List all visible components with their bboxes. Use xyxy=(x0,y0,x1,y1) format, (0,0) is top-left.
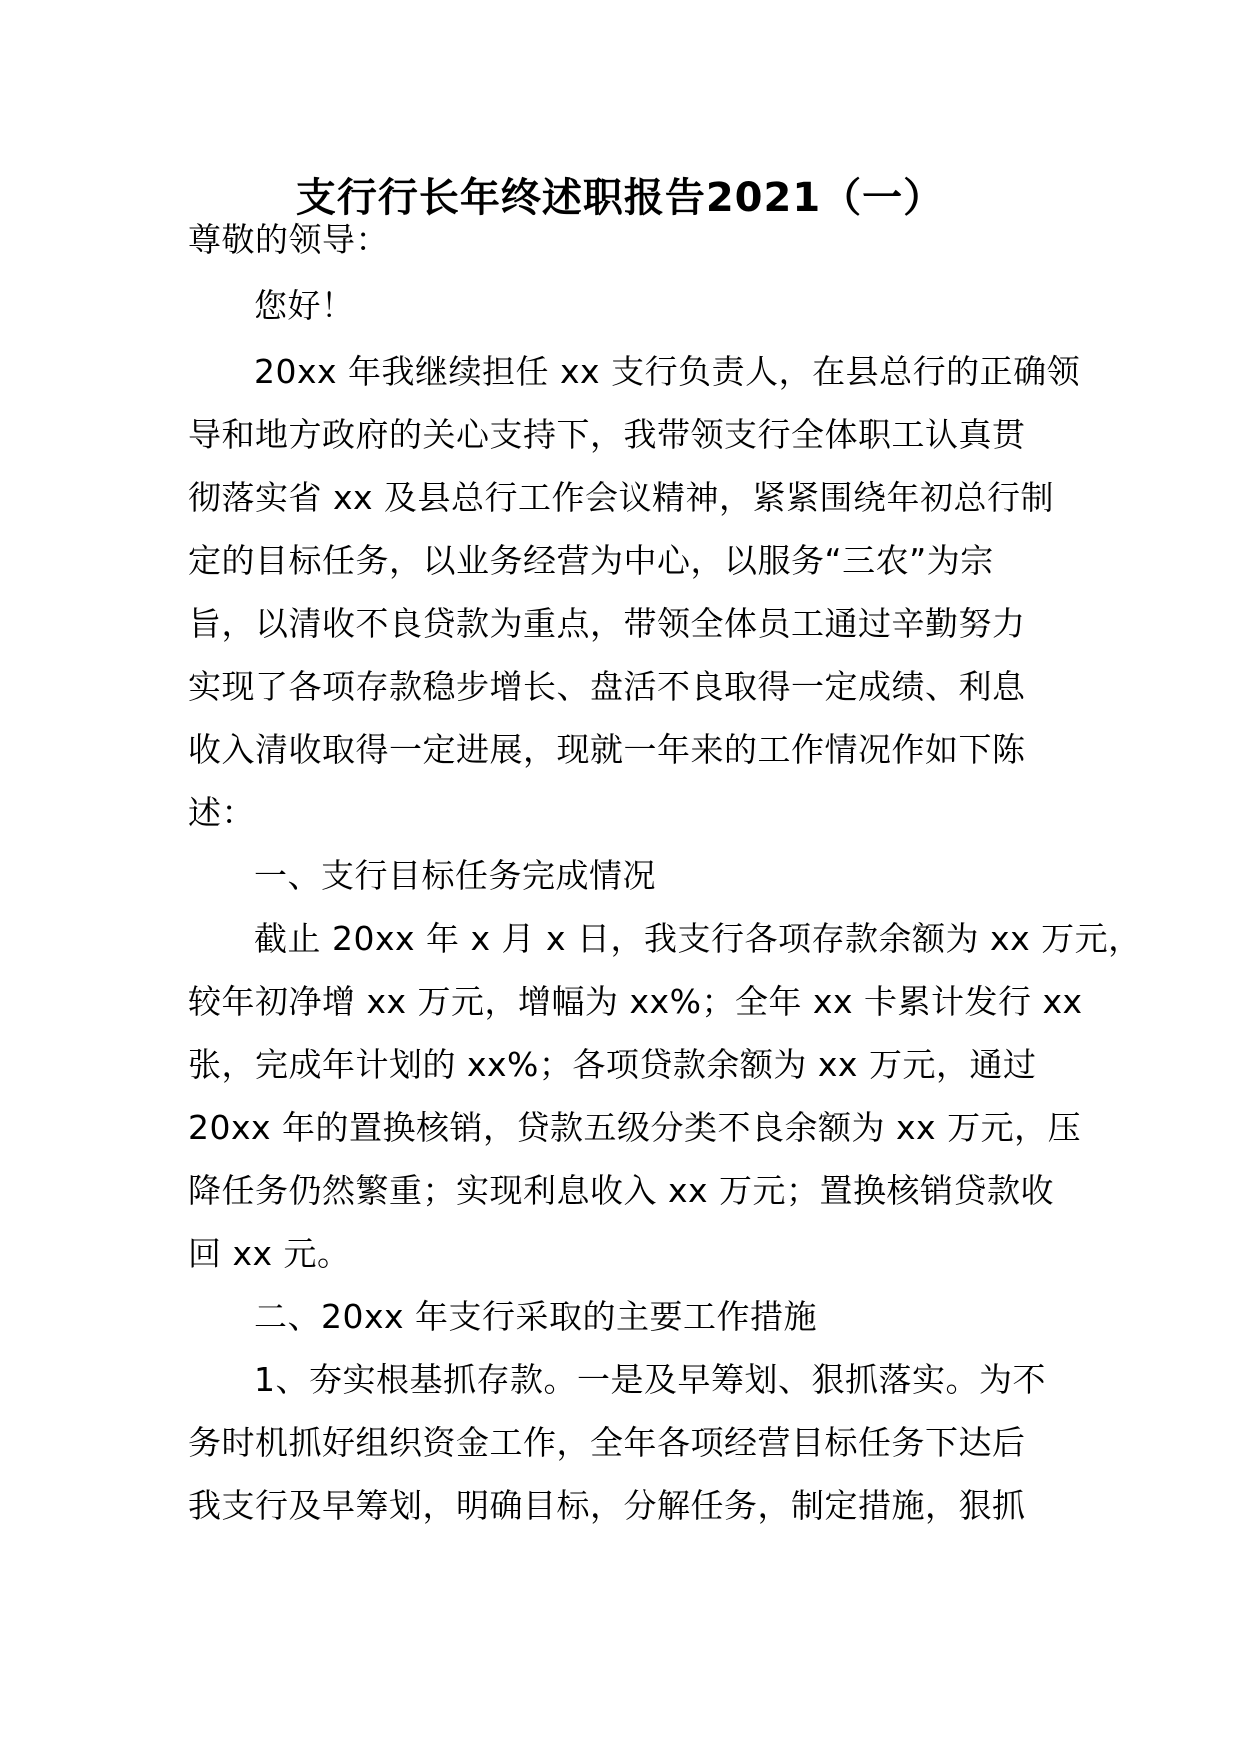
body-line: 较年初净增 xx 万元，增幅为 xx%；全年 xx 卡累计发行 xx xyxy=(188,982,1083,1021)
section-heading: 一、支行目标任务完成情况 xyxy=(254,856,656,895)
body-line: 实现了各项存款稳步增长、盘活不良取得一定成绩、利息 xyxy=(188,667,1026,706)
document-title: 支行行长年终述职报告2021（一） xyxy=(295,175,945,221)
body-line: 1、夯实根基抓存款。一是及早筹划、狠抓落实。为不 xyxy=(254,1360,1046,1399)
body-line: 降任务仍然繁重；实现利息收入 xx 万元；置换核销贷款收 xyxy=(188,1171,1055,1210)
body-line: 定的目标任务，以业务经营为中心，以服务“三农”为宗 xyxy=(188,541,994,580)
body-line: 述： xyxy=(188,793,255,832)
body-line: 我支行及早筹划，明确目标，分解任务，制定措施，狠抓 xyxy=(188,1486,1026,1525)
body-line: 20xx 年我继续担任 xx 支行负责人，在县总行的正确领 xyxy=(254,352,1081,391)
body-line: 彻落实省 xx 及县总行工作会议精神，紧紧围绕年初总行制 xyxy=(188,478,1055,517)
body-line: 收入清收取得一定进展，现就一年来的工作情况作如下陈 xyxy=(188,730,1026,769)
body-line: 张，完成年计划的 xx%；各项贷款余额为 xx 万元，通过 xyxy=(188,1045,1037,1084)
body-line: 旨，以清收不良贷款为重点，带领全体员工通过辛勤努力 xyxy=(188,604,1026,643)
section-heading: 二、20xx 年支行采取的主要工作措施 xyxy=(254,1297,818,1336)
body-line: 截止 20xx 年 x 月 x 日，我支行各项存款余额为 xx 万元， xyxy=(254,919,1142,958)
body-line: 务时机抓好组织资金工作，全年各项经营目标任务下达后 xyxy=(188,1423,1026,1462)
greeting: 您好！ xyxy=(254,286,355,325)
body-line: 导和地方政府的关心支持下，我带领支行全体职工认真贯 xyxy=(188,415,1026,454)
salutation: 尊敬的领导： xyxy=(188,220,389,259)
body-line: 20xx 年的置换核销，贷款五级分类不良余额为 xx 万元，压 xyxy=(188,1108,1082,1147)
body-line: 回 xx 元。 xyxy=(188,1234,351,1273)
